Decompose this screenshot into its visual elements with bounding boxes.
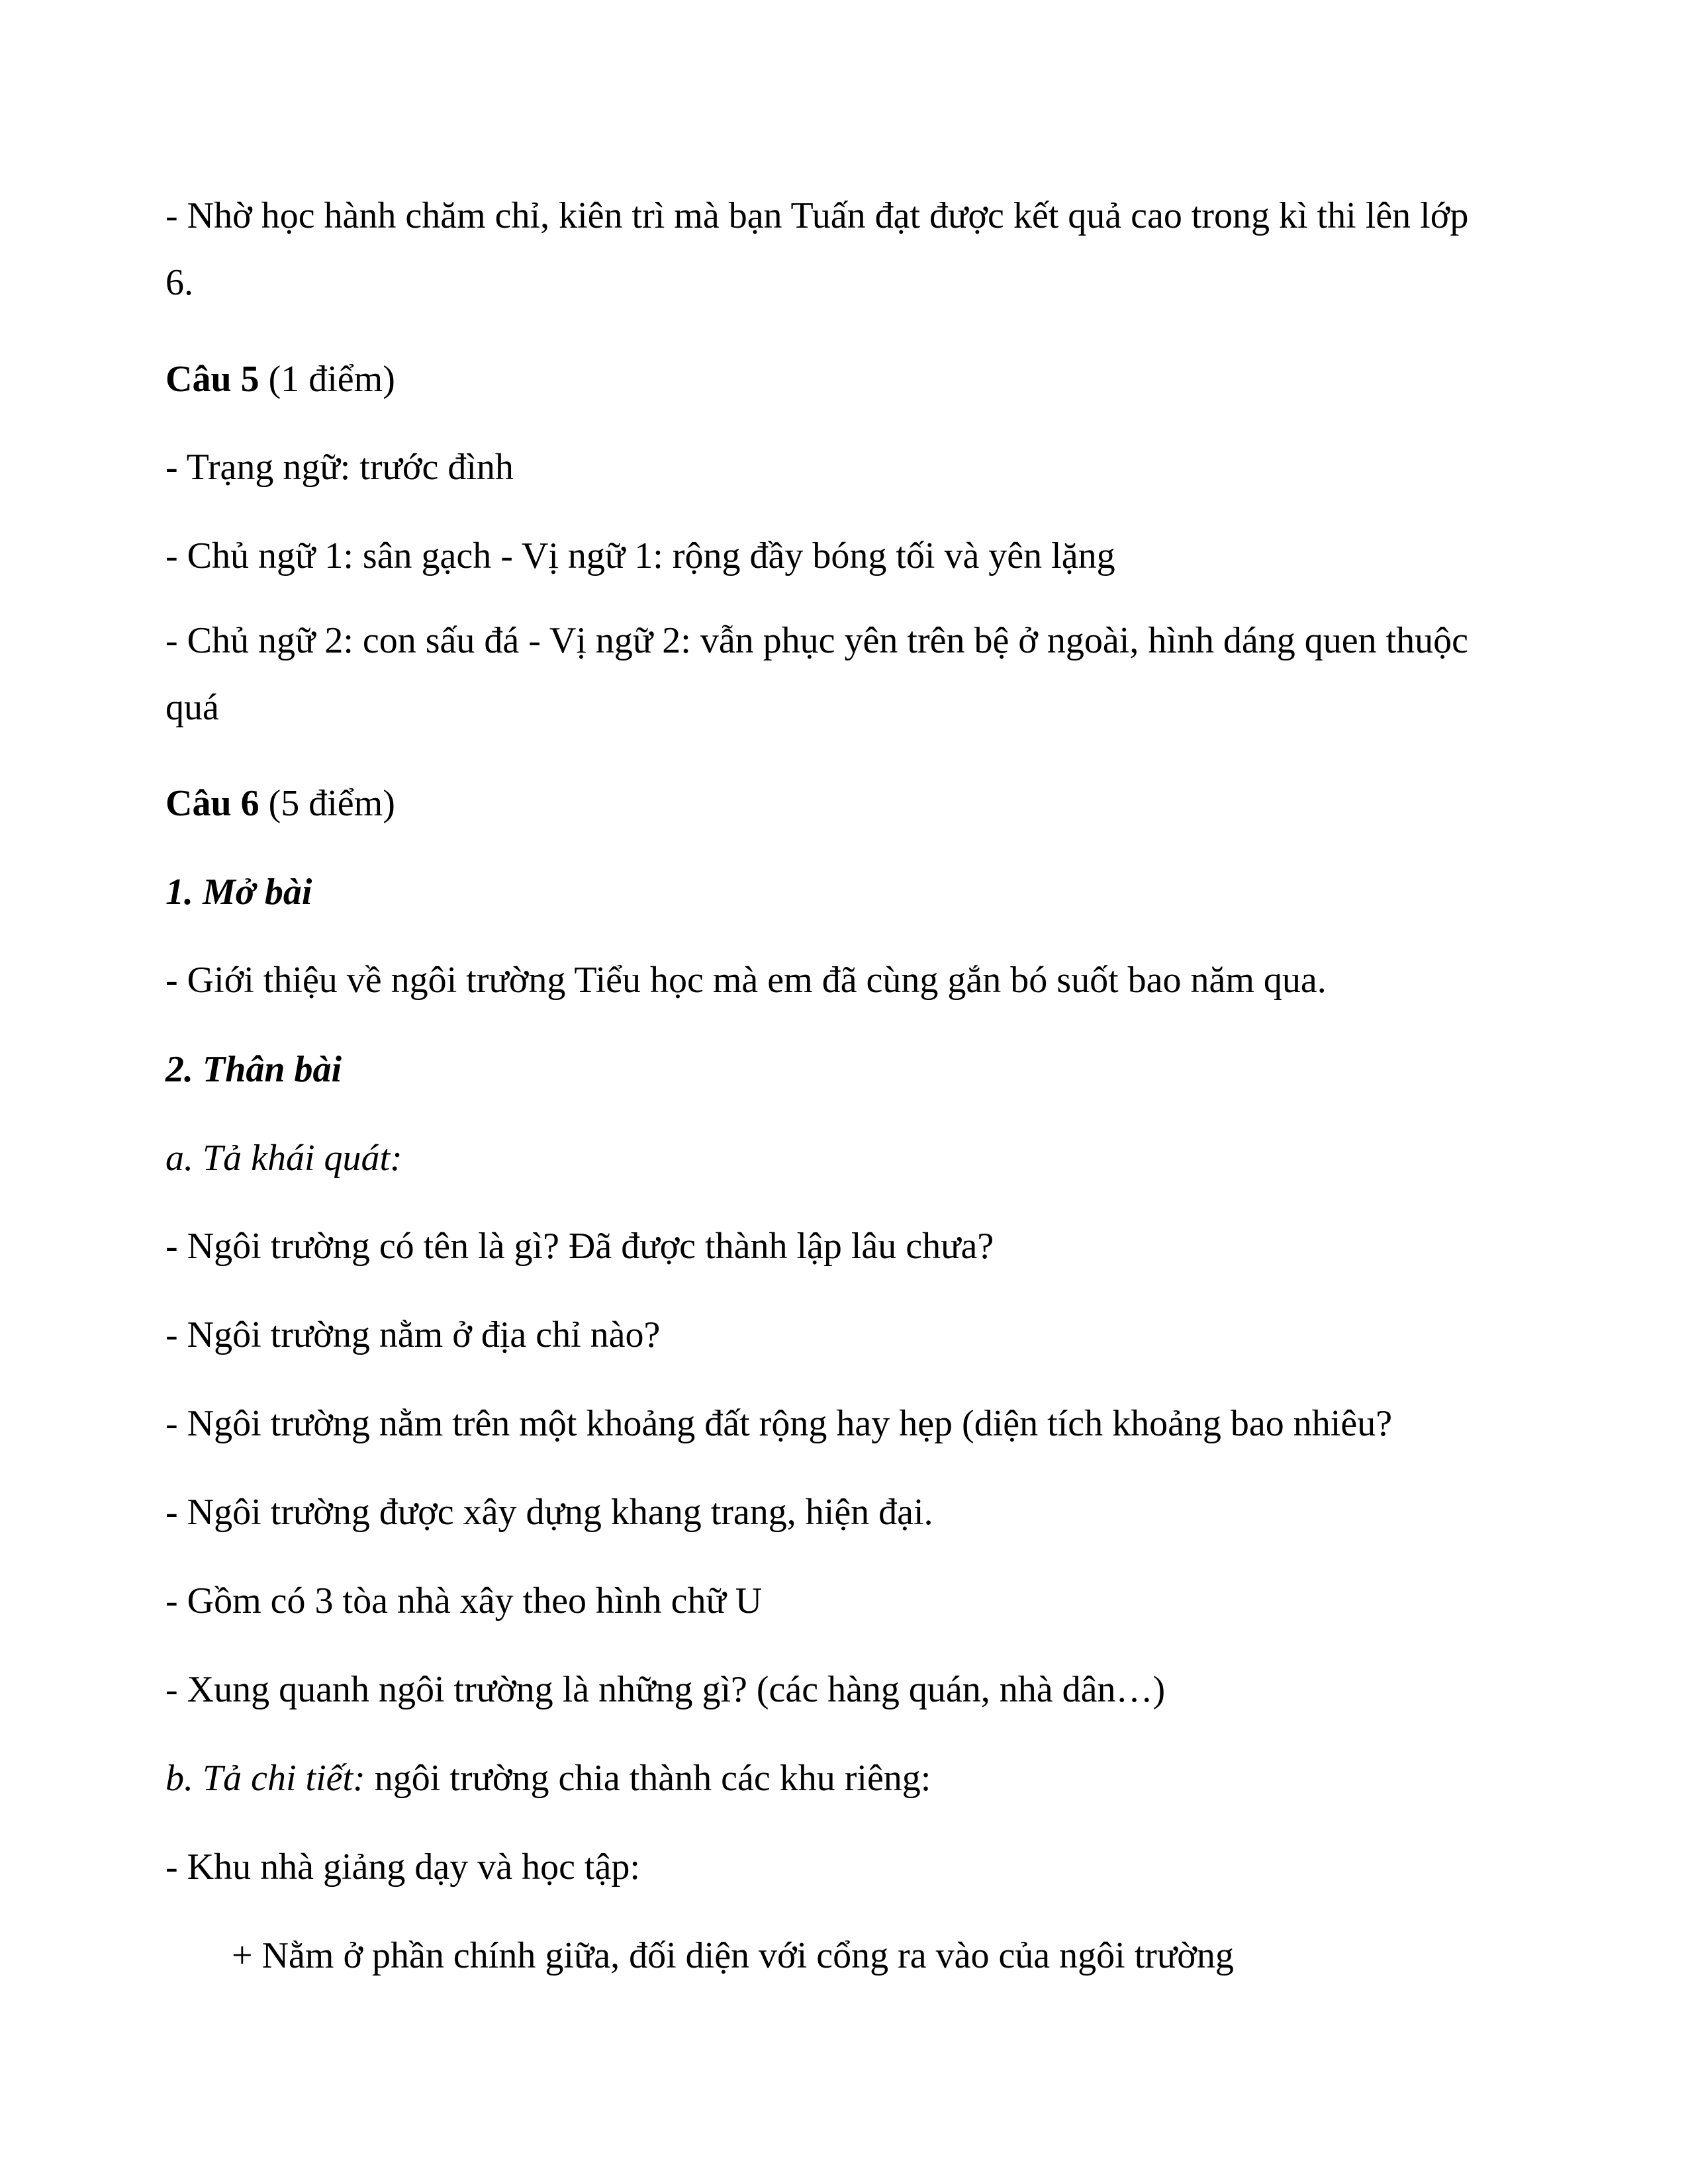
detail-description: ngôi trường chia thành các khu riêng:: [365, 1758, 931, 1799]
teaching-area-line: - Khu nhà giảng dạy và học tập:: [165, 1846, 640, 1888]
subject-predicate-2-line: - Chủ ngữ 2: con sấu đá - Vị ngữ 2: vẫn phục yên trên bệ ở ngoài, hình dáng quen thuộc quá: [165, 620, 1469, 728]
overview-item-buildings: - Gồm có 3 tòa nhà xây theo hình chữ U: [165, 1580, 763, 1621]
adverbial-line: - Trạng ngữ: trước đình: [165, 447, 514, 488]
overview-item-surroundings: - Xung quanh ngôi trường là những gì? (các hàng quán, nhà dân…): [165, 1669, 1166, 1710]
overview-item-area: - Ngôi trường nằm trên một khoảng đất rộng hay hẹp (diện tích khoảng bao nhiêu?: [165, 1403, 1393, 1444]
overview-item-name: - Ngôi trường có tên là gì? Đã được thành lập lâu chưa?: [165, 1226, 994, 1267]
detail-subheading: [165, 1760, 1523, 1797]
teaching-area-item-1: + Nằm ở phần chính giữa, đối diện với cổng ra vào của ngôi trường: [232, 1935, 1234, 1976]
body-heading: 2. Thân bài: [165, 1049, 342, 1090]
question-5-points: (1 điểm): [259, 359, 395, 400]
overview-subheading: a. Tả khái quát:: [165, 1138, 402, 1179]
overview-item-construction: - Ngôi trường được xây dựng khang trang, hiện đại.: [165, 1492, 933, 1533]
question-6-points: (5 điểm): [259, 783, 395, 824]
overview-item-address: - Ngôi trường nằm ở địa chỉ nào?: [165, 1314, 661, 1355]
paragraph-result: - Nhờ học hành chăm chỉ, kiên trì mà bạn Tuấn đạt được kết quả cao trong kì thi lên lớp 6.: [165, 195, 1469, 303]
question-6-heading: [165, 785, 1523, 822]
question-5-label: Câu 5: [165, 359, 259, 400]
detail-label: b. Tả chi tiết:: [165, 1758, 365, 1799]
introduction-line: - Giới thiệu về ngôi trường Tiểu học mà em đã cùng gắn bó suốt bao năm qua.: [165, 960, 1327, 1001]
question-6-label: Câu 6: [165, 783, 259, 824]
subject-predicate-1-line: - Chủ ngữ 1: sân gạch - Vị ngữ 1: rộng đầy bóng tối và yên lặng: [165, 535, 1115, 576]
question-5-heading: [165, 361, 1523, 398]
introduction-heading: 1. Mở bài: [165, 872, 312, 913]
